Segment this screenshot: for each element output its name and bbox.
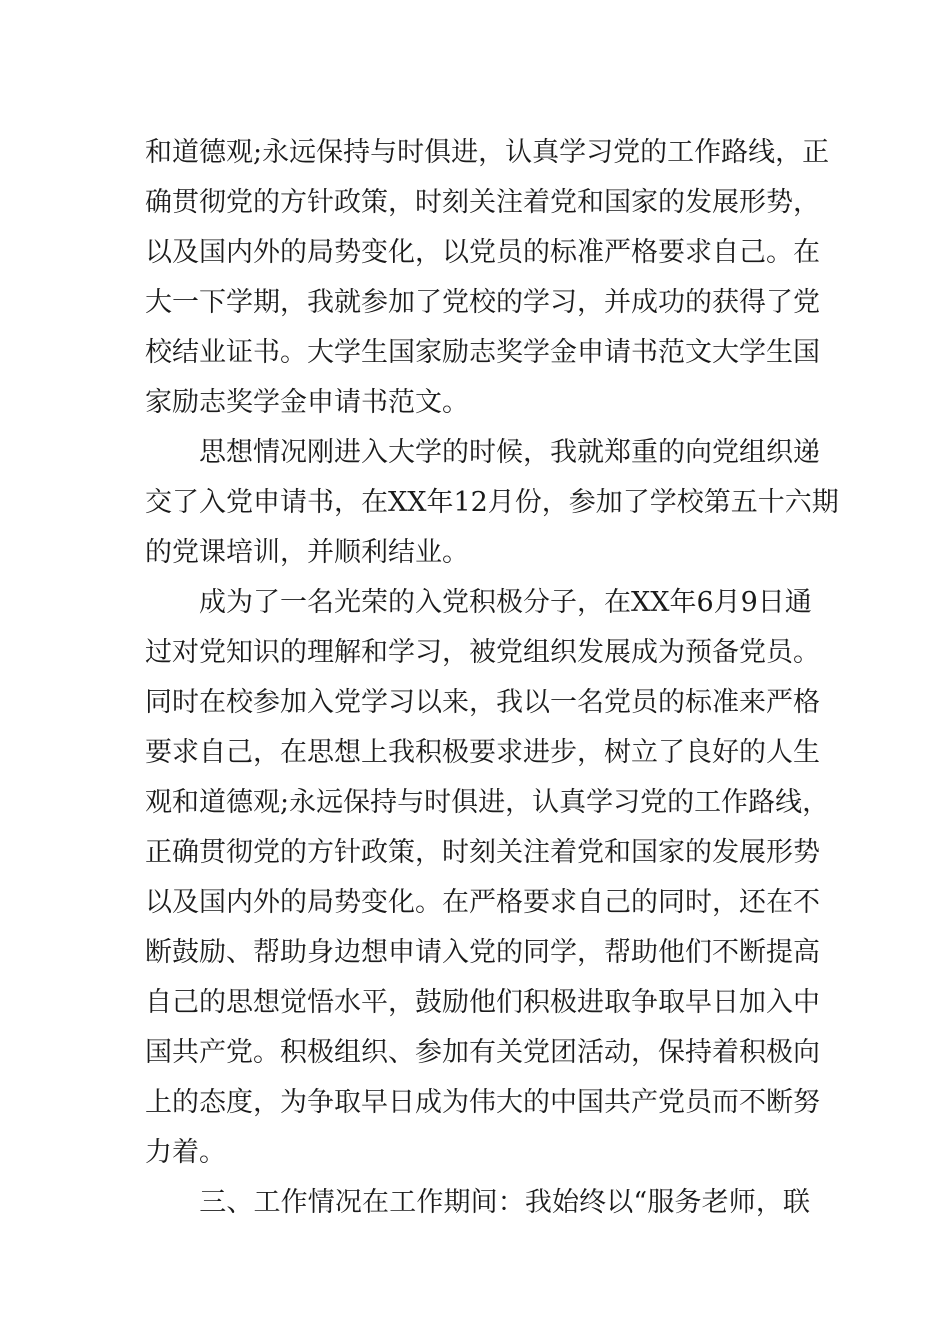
text-line: 自己的思想觉悟水平，鼓励他们积极进取争取早日加入中 <box>145 987 820 1018</box>
text-line: 观和道德观;永远保持与时俱进，认真学习党的工作路线， <box>145 787 830 818</box>
text-line: 校结业证书。大学生国家励志奖学金申请书范文大学生国 <box>145 337 820 368</box>
text-line: 的党课培训，并顺利结业。 <box>145 537 469 568</box>
text-line: 确贯彻党的方针政策，时刻关注着党和国家的发展形势， <box>145 187 820 218</box>
text-line: 正确贯彻党的方针政策，时刻关注着党和国家的发展形势 <box>145 837 820 868</box>
text-line: 三、工作情况在工作期间：我始终以“服务老师，联 <box>145 1187 810 1218</box>
text-line: 交了入党申请书，在XX年12月份，参加了学校第五十六期 <box>145 487 839 518</box>
text-line: 成为了一名光荣的入党积极分子，在XX年6月9日通 <box>145 587 812 618</box>
text-line: 和道德观;永远保持与时俱进，认真学习党的工作路线，正 <box>145 137 830 168</box>
text-line: 过对党知识的理解和学习，被党组织发展成为预备党员。 <box>145 637 820 668</box>
text-line: 断鼓励、帮助身边想申请入党的同学，帮助他们不断提高 <box>145 937 820 968</box>
text-line: 以及国内外的局势变化。在严格要求自己的同时，还在不 <box>145 887 820 918</box>
text-line: 力着。 <box>145 1137 226 1168</box>
text-line: 要求自己，在思想上我积极要求进步，树立了良好的人生 <box>145 737 820 768</box>
text-line: 上的态度，为争取早日成为伟大的中国共产党员而不断努 <box>145 1087 820 1118</box>
text-line: 国共产党。积极组织、参加有关党团活动，保持着积极向 <box>145 1037 820 1068</box>
text-line: 同时在校参加入党学习以来，我以一名党员的标准来严格 <box>145 687 820 718</box>
text-line: 以及国内外的局势变化，以党员的标准严格要求自己。在 <box>145 237 820 268</box>
text-line: 家励志奖学金申请书范文。 <box>145 387 469 418</box>
text-line: 大一下学期，我就参加了党校的学习，并成功的获得了党 <box>145 287 820 318</box>
text-line: 思想情况刚进入大学的时候，我就郑重的向党组织递 <box>145 437 820 468</box>
